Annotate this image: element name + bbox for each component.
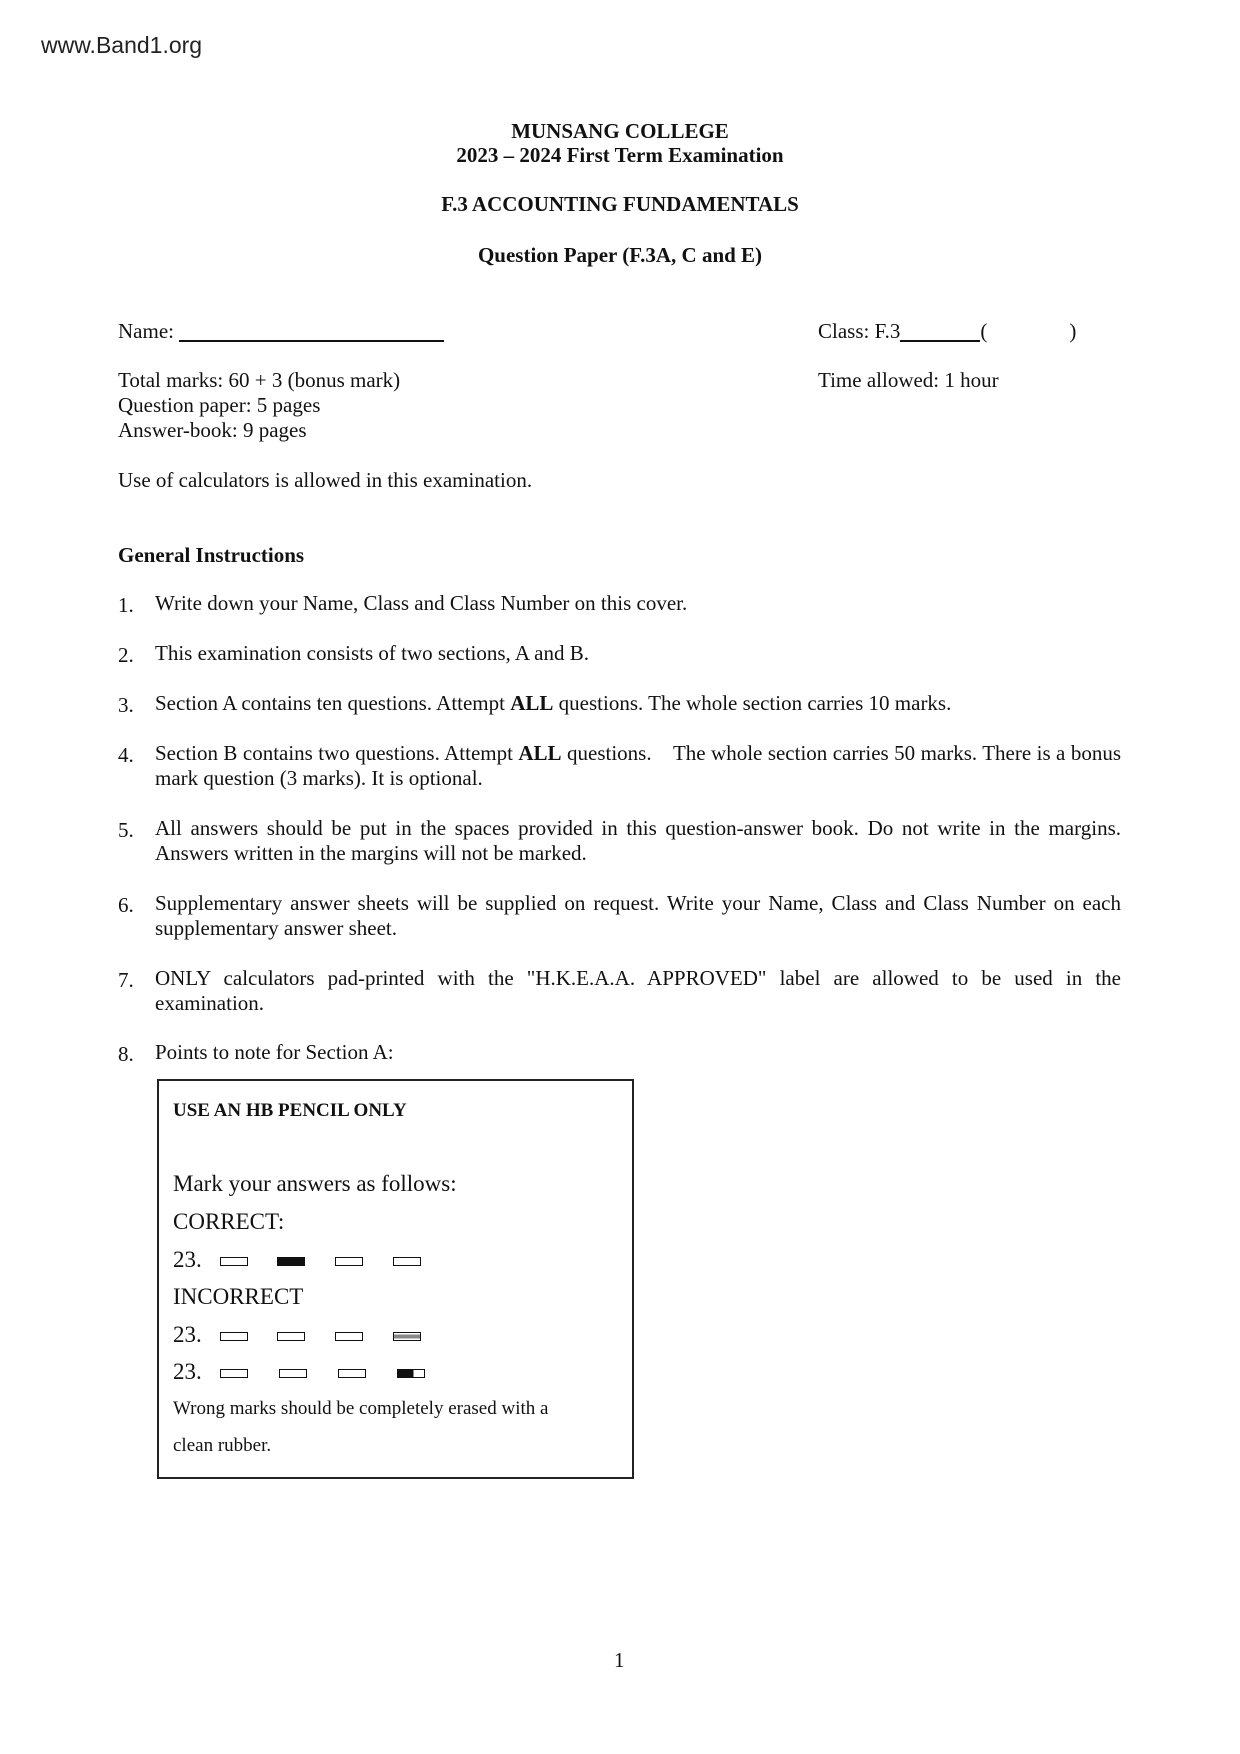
class-field[interactable] [818, 320, 1076, 342]
instruction-text: All answers should be put in the spaces provided in this question-answer book. Do not write in the margins. Answers written in the margins will not be marked. [155, 816, 1121, 865]
class-label: Class: F.3 [818, 319, 901, 343]
item-number: 2. [118, 643, 134, 667]
paper-title: Question Paper (F.3A, C and E) [477, 243, 763, 267]
incorrect-label: INCORRECT [173, 1284, 304, 1309]
name-field[interactable] [118, 320, 444, 342]
answer-bubble-empty [220, 1332, 248, 1341]
calculator-note: Use of calculators is allowed in this examination. [118, 468, 533, 492]
answer-bubble-light-fill [393, 1332, 421, 1341]
item-number: 7. [118, 968, 134, 992]
page-number: 1 [614, 1648, 625, 1672]
item-number: 6. [118, 893, 134, 917]
answer-bubble-empty [220, 1369, 248, 1378]
instruction-text [155, 691, 1121, 716]
instructions-heading: General Instructions [118, 543, 305, 567]
instruction-text [155, 741, 1127, 791]
question-number: 23. [173, 1247, 202, 1272]
item-number: 5. [118, 818, 134, 842]
question-number: 23. [173, 1322, 202, 1347]
total-marks: Total marks: 60 + 3 (bonus mark) [118, 368, 401, 392]
pencil-note: USE AN HB PENCIL ONLY [173, 1100, 407, 1121]
erase-note: clean rubber. [173, 1435, 272, 1456]
instruction-text: Points to note for Section A: [155, 1040, 394, 1064]
section-a-notes-box [157, 1079, 634, 1479]
text-part: questions. The whole section carries 10 marks. [553, 691, 952, 715]
answer-bubble-half-fill [397, 1369, 425, 1378]
name-blank[interactable] [179, 320, 444, 342]
subject-title: F.3 ACCOUNTING FUNDAMENTALS [441, 192, 799, 216]
instruction-text: Write down your Name, Class and Class Number on this cover. [155, 591, 688, 615]
answer-bubble-filled [277, 1257, 305, 1266]
question-number: 23. [173, 1359, 202, 1384]
correct-label: CORRECT: [173, 1209, 285, 1234]
answer-bubble-empty [335, 1332, 363, 1341]
instruction-text: This examination consists of two sections, A and B. [155, 641, 589, 665]
answer-bubble-empty [279, 1369, 307, 1378]
answer-bubble-empty [338, 1369, 366, 1378]
item-number: 3. [118, 693, 134, 717]
class-number-close: ) [1069, 319, 1077, 343]
text-part: Section A contains ten questions. Attempt [155, 691, 511, 715]
answer-bubble-empty [277, 1332, 305, 1341]
exam-title: 2023 – 2024 First Term Examination [456, 143, 784, 167]
emphasis: ALL [510, 691, 554, 715]
class-blank[interactable] [900, 320, 980, 342]
item-number: 8. [118, 1042, 134, 1066]
text-part: questions. The whole section carries 50 marks. There is a bonus mark question (3 marks). It is optional. [155, 741, 1127, 790]
item-number: 4. [118, 743, 134, 767]
answer-bubble-empty [335, 1257, 363, 1266]
text-part: Section B contains two questions. Attempt [155, 741, 519, 765]
class-number-open: ( [980, 319, 988, 343]
answer-bubble-empty [220, 1257, 248, 1266]
instruction-text: Supplementary answer sheets will be supplied on request. Write your Name, Class and Class Number on each supplementary answer sheet. [155, 891, 1121, 940]
erase-note: Wrong marks should be completely erased with a [173, 1398, 549, 1419]
emphasis: ALL [518, 741, 562, 765]
time-allowed: Time allowed: 1 hour [818, 368, 999, 392]
answer-bubble-empty [393, 1257, 421, 1266]
item-number: 1. [118, 593, 134, 617]
school-name: MUNSANG COLLEGE [511, 119, 729, 143]
watermark: www.Band1.org [41, 32, 203, 58]
name-label: Name: [118, 319, 174, 343]
question-paper-pages: Question paper: 5 pages [118, 393, 321, 417]
mark-instructions: Mark your answers as follows: [173, 1171, 457, 1196]
instruction-text: ONLY calculators pad-printed with the "H.K.E.A.A. APPROVED" label are allowed to be used in the examination. [155, 966, 1121, 1015]
answer-book-pages: Answer-book: 9 pages [118, 418, 307, 442]
